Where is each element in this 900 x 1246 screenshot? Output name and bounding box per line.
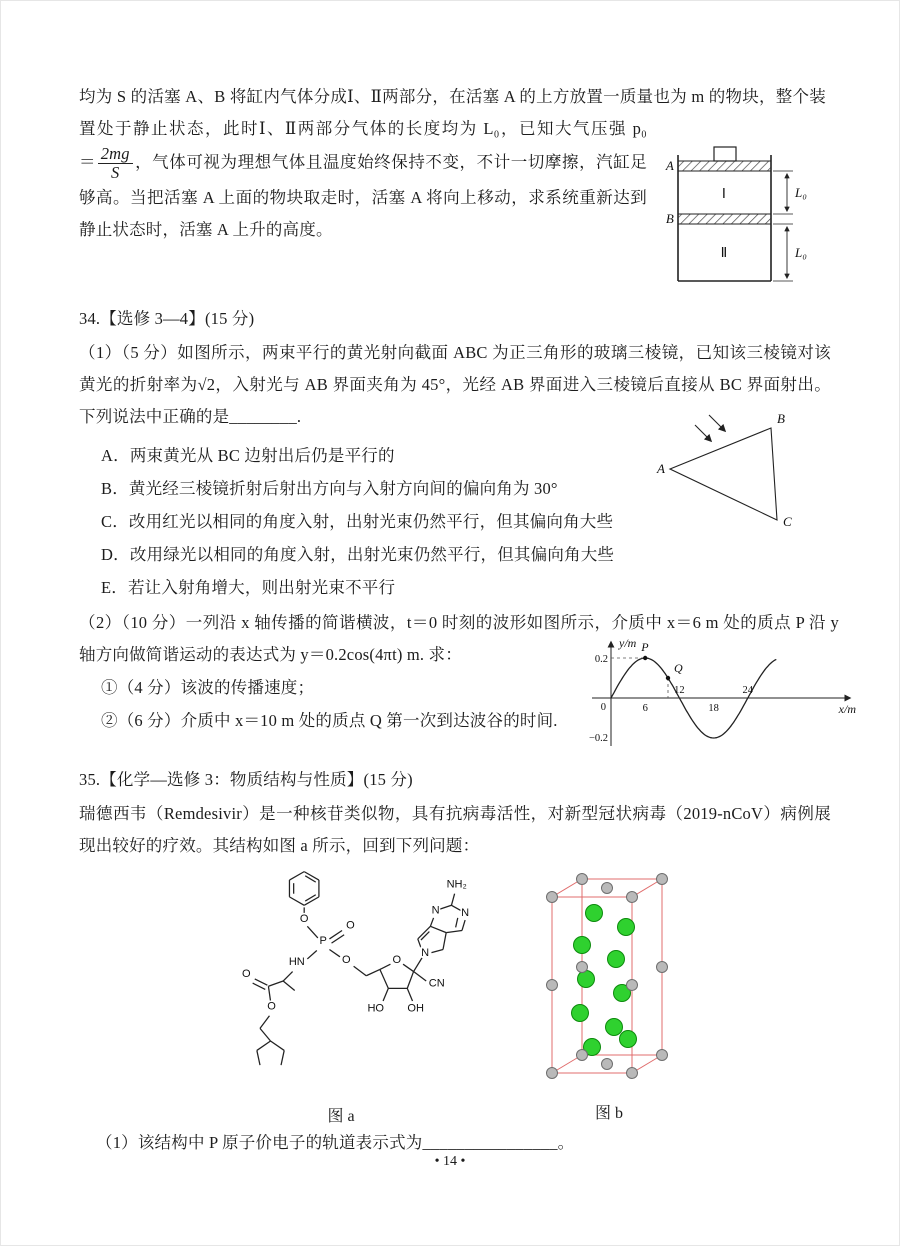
q34-part2-text: （2）（10 分）一列沿 x 轴传播的简谐横波，t＝0 时刻的波形如图所示，介质中 x＝6 m 处的质点 P 沿 y 轴方向做简谐运动的表达式为 y＝0.2cos(4πt) m. 求： <box>79 613 839 664</box>
gas-region-1-label: Ⅰ <box>721 186 727 201</box>
piston-a-label: A <box>665 158 674 173</box>
gray-atom <box>657 1050 668 1061</box>
length-l0-label-1: L₀ <box>795 185 808 200</box>
gray-atom <box>602 1059 613 1070</box>
wave-xtick: 18 <box>708 703 719 714</box>
gray-atom <box>547 1068 558 1079</box>
bond-line <box>260 1028 271 1041</box>
bond-line <box>257 1041 271 1050</box>
green-atom <box>606 1019 623 1036</box>
bond-line <box>268 981 283 986</box>
green-atom <box>578 971 595 988</box>
green-atom <box>586 905 603 922</box>
atom-label-n: N <box>461 906 470 919</box>
bond-line <box>307 951 316 959</box>
piston-figure <box>657 145 827 298</box>
gray-atom <box>657 962 668 973</box>
incident-ray-1 <box>709 415 725 431</box>
atom-label-cn: CN <box>428 977 445 990</box>
pressure-fraction <box>98 145 133 182</box>
gray-atom <box>577 1050 588 1061</box>
bond-line <box>407 972 413 989</box>
q34-option-list <box>79 439 639 604</box>
remdesivir-skeletal-diagram <box>199 859 483 1094</box>
y-axis-label: y/m <box>619 636 637 650</box>
bond-line <box>380 964 391 969</box>
vertex-a-label: A <box>657 461 665 476</box>
atom-label-o: O <box>346 919 355 932</box>
atom-label-oh: OH <box>407 1002 424 1015</box>
bond-line <box>289 897 304 905</box>
remdesivir-structure-figure <box>199 859 483 1126</box>
option-B: B．黄光经三棱镜折射后射出方向与入射方向间的偏向角为 30° <box>101 479 558 498</box>
bond-line <box>253 983 266 989</box>
bond-line <box>407 988 412 1001</box>
q34-title: 34.【选修 3—4】(15 分) <box>79 309 255 328</box>
fraction-denominator: S <box>110 163 120 183</box>
float-spacer <box>826 81 827 145</box>
gray-atom <box>547 980 558 991</box>
equals-sign: ＝ <box>79 152 96 172</box>
wave-point-q <box>666 676 670 680</box>
bond-line <box>380 969 388 988</box>
origin-label: 0 <box>600 702 606 713</box>
wave-xtick: 6 <box>642 703 648 714</box>
q35-title: 35.【化学—选修 3：物质结构与性质】(15 分) <box>79 770 413 789</box>
atom-label-n: N <box>431 904 440 917</box>
length-l0-label-2: L₀ <box>795 245 808 260</box>
vertex-b-label: B <box>777 411 785 426</box>
bond-line <box>414 958 422 972</box>
vertex-c-label: C <box>783 514 792 529</box>
wave-point-label-p: P <box>641 640 649 654</box>
atom-label-nh₂: NH₂ <box>446 878 467 891</box>
gray-atom <box>627 1068 638 1079</box>
bond-line <box>451 894 454 906</box>
ymin-tick-label: −0.2 <box>588 733 608 744</box>
green-atom <box>574 937 591 954</box>
bond-line <box>439 905 452 909</box>
q35-subquestion-1: （1）该结构中 P 原子价电子的轨道表示式为________________。 <box>96 1133 575 1152</box>
page-number: • 14 • <box>434 1154 466 1169</box>
bond-line <box>443 933 446 950</box>
wave-point-p <box>643 656 647 660</box>
wave-graph <box>584 634 859 752</box>
incident-ray-2 <box>695 425 711 441</box>
bond-line <box>283 981 295 990</box>
pressure-equation <box>79 145 135 182</box>
atom-label-o: O <box>392 954 402 967</box>
atom-label-p: P <box>319 935 327 948</box>
bond-line <box>366 969 380 975</box>
bond-line <box>257 1050 260 1065</box>
bond-line <box>414 972 427 981</box>
q34-part1-text: （1）（5 分）如图所示，两束平行的黄光射向截面 ABC 为正三角形的玻璃三棱镜，已知该三棱镜对该黄光的折射率为√2，入射光与 AB 界面夹角为 45°，光经 AB 界面进入三棱镜后直接从 BC 界面射出。下列说法中正确的是________. <box>79 343 831 426</box>
option-E: E．若让入射角增大，则出射光束不平行 <box>101 578 396 597</box>
x-axis-label: x/m <box>838 702 856 716</box>
bond-line <box>271 1041 285 1050</box>
green-atom <box>608 951 625 968</box>
sub-question-1: ①（4 分）该波的传播速度； <box>101 678 315 697</box>
p33-text-part1: 均为 S 的活塞 A、B 将缸内气体分成Ⅰ、Ⅱ两部分，在活塞 A 的上方放置一质量也为 m 的物块，整个装置处于静止状态，此时Ⅰ、Ⅱ两部分气体的长度均为 L₀，已知大气压强 p₀ <box>79 87 826 138</box>
green-atom <box>618 919 635 936</box>
gray-atom <box>657 874 668 885</box>
ymax-tick-label: 0.2 <box>594 654 608 665</box>
bond-line <box>289 872 304 880</box>
piston-a <box>678 161 771 171</box>
bond-line <box>430 926 446 932</box>
unit-cell-diagram <box>529 863 689 1091</box>
bond-line <box>307 926 318 938</box>
green-atom <box>572 1005 589 1022</box>
atom-label-o: O <box>299 913 309 926</box>
wave-xtick: 24 <box>742 685 754 696</box>
bond-line <box>281 1050 284 1065</box>
atom-label-hn: HN <box>288 956 305 969</box>
gray-atom <box>627 980 638 991</box>
mass-block <box>714 147 736 161</box>
bond-line <box>329 949 340 956</box>
green-atom <box>620 1031 637 1048</box>
gray-atom <box>547 892 558 903</box>
sub-question-2: ②（6 分）介质中 x＝10 m 处的质点 Q 第一次到达波谷的时间. <box>101 711 558 730</box>
crystal-structure-figure <box>529 863 689 1123</box>
atom-label-o: O <box>242 967 251 980</box>
wave-point-label-q: Q <box>674 661 683 675</box>
fraction-numerator: 2mg <box>98 145 133 164</box>
option-A: A．两束黄光从 BC 边射出后仍是平行的 <box>101 446 395 465</box>
piston-b <box>678 214 771 224</box>
option-D: D．改用绿光以相同的角度入射，出射光束仍然平行，但其偏向角大些 <box>101 545 615 564</box>
figure-a-caption: 图 a <box>327 1108 355 1125</box>
wave-xtick: 12 <box>674 685 685 696</box>
bond-line <box>260 1016 269 1029</box>
figure-b-caption: 图 b <box>594 1105 623 1122</box>
bond-line <box>430 918 433 926</box>
atom-label-o: O <box>267 1000 276 1013</box>
bond-line <box>354 966 367 975</box>
bond-line <box>451 905 460 910</box>
atom-label-o: O <box>341 954 351 967</box>
gas-region-2-label: Ⅱ <box>720 245 728 260</box>
prism-triangle <box>670 428 777 520</box>
gray-atom <box>577 874 588 885</box>
wave-figure <box>584 634 859 757</box>
problem-33-paragraph <box>79 81 827 302</box>
p33-text-part2: ，气体可视为理想气体且温度始终保持不变，不计一切摩擦，汽缸足够高。当把活塞 A 上面的物块取走时，活塞 A 将向上移动，求系统重新达到静止状态时，活塞 A 上升的高度。 <box>79 152 647 240</box>
gray-atom <box>602 883 613 894</box>
piston-cylinder-diagram <box>657 145 822 287</box>
bond-line <box>383 988 388 1001</box>
bond-line <box>268 986 270 1001</box>
piston-b-label: B <box>665 211 674 226</box>
atom-label-n: N <box>421 946 430 959</box>
bond-line <box>283 972 292 981</box>
bond-line <box>403 964 414 971</box>
q35-intro: 瑞德西韦（Remdesivir）是一种核苷类似物，具有抗病毒活性，对新型冠状病毒（2019-nCoV）病例展现出较好的疗效。其结构如图 a 所示，回到下列问题： <box>79 804 831 855</box>
bond-line <box>421 932 429 940</box>
atom-label-ho: HO <box>367 1002 384 1015</box>
option-C: C．改用红光以相同的角度入射，出射光束仍然平行，但其偏向角大些 <box>101 512 614 531</box>
gray-atom <box>627 892 638 903</box>
bond-line <box>431 949 443 952</box>
bond-line <box>255 979 268 985</box>
prism-figure <box>653 409 803 534</box>
bond-line <box>446 931 462 933</box>
prism-diagram <box>653 409 803 529</box>
bond-line <box>462 920 465 931</box>
bond-line <box>456 918 458 927</box>
gray-atom <box>577 962 588 973</box>
